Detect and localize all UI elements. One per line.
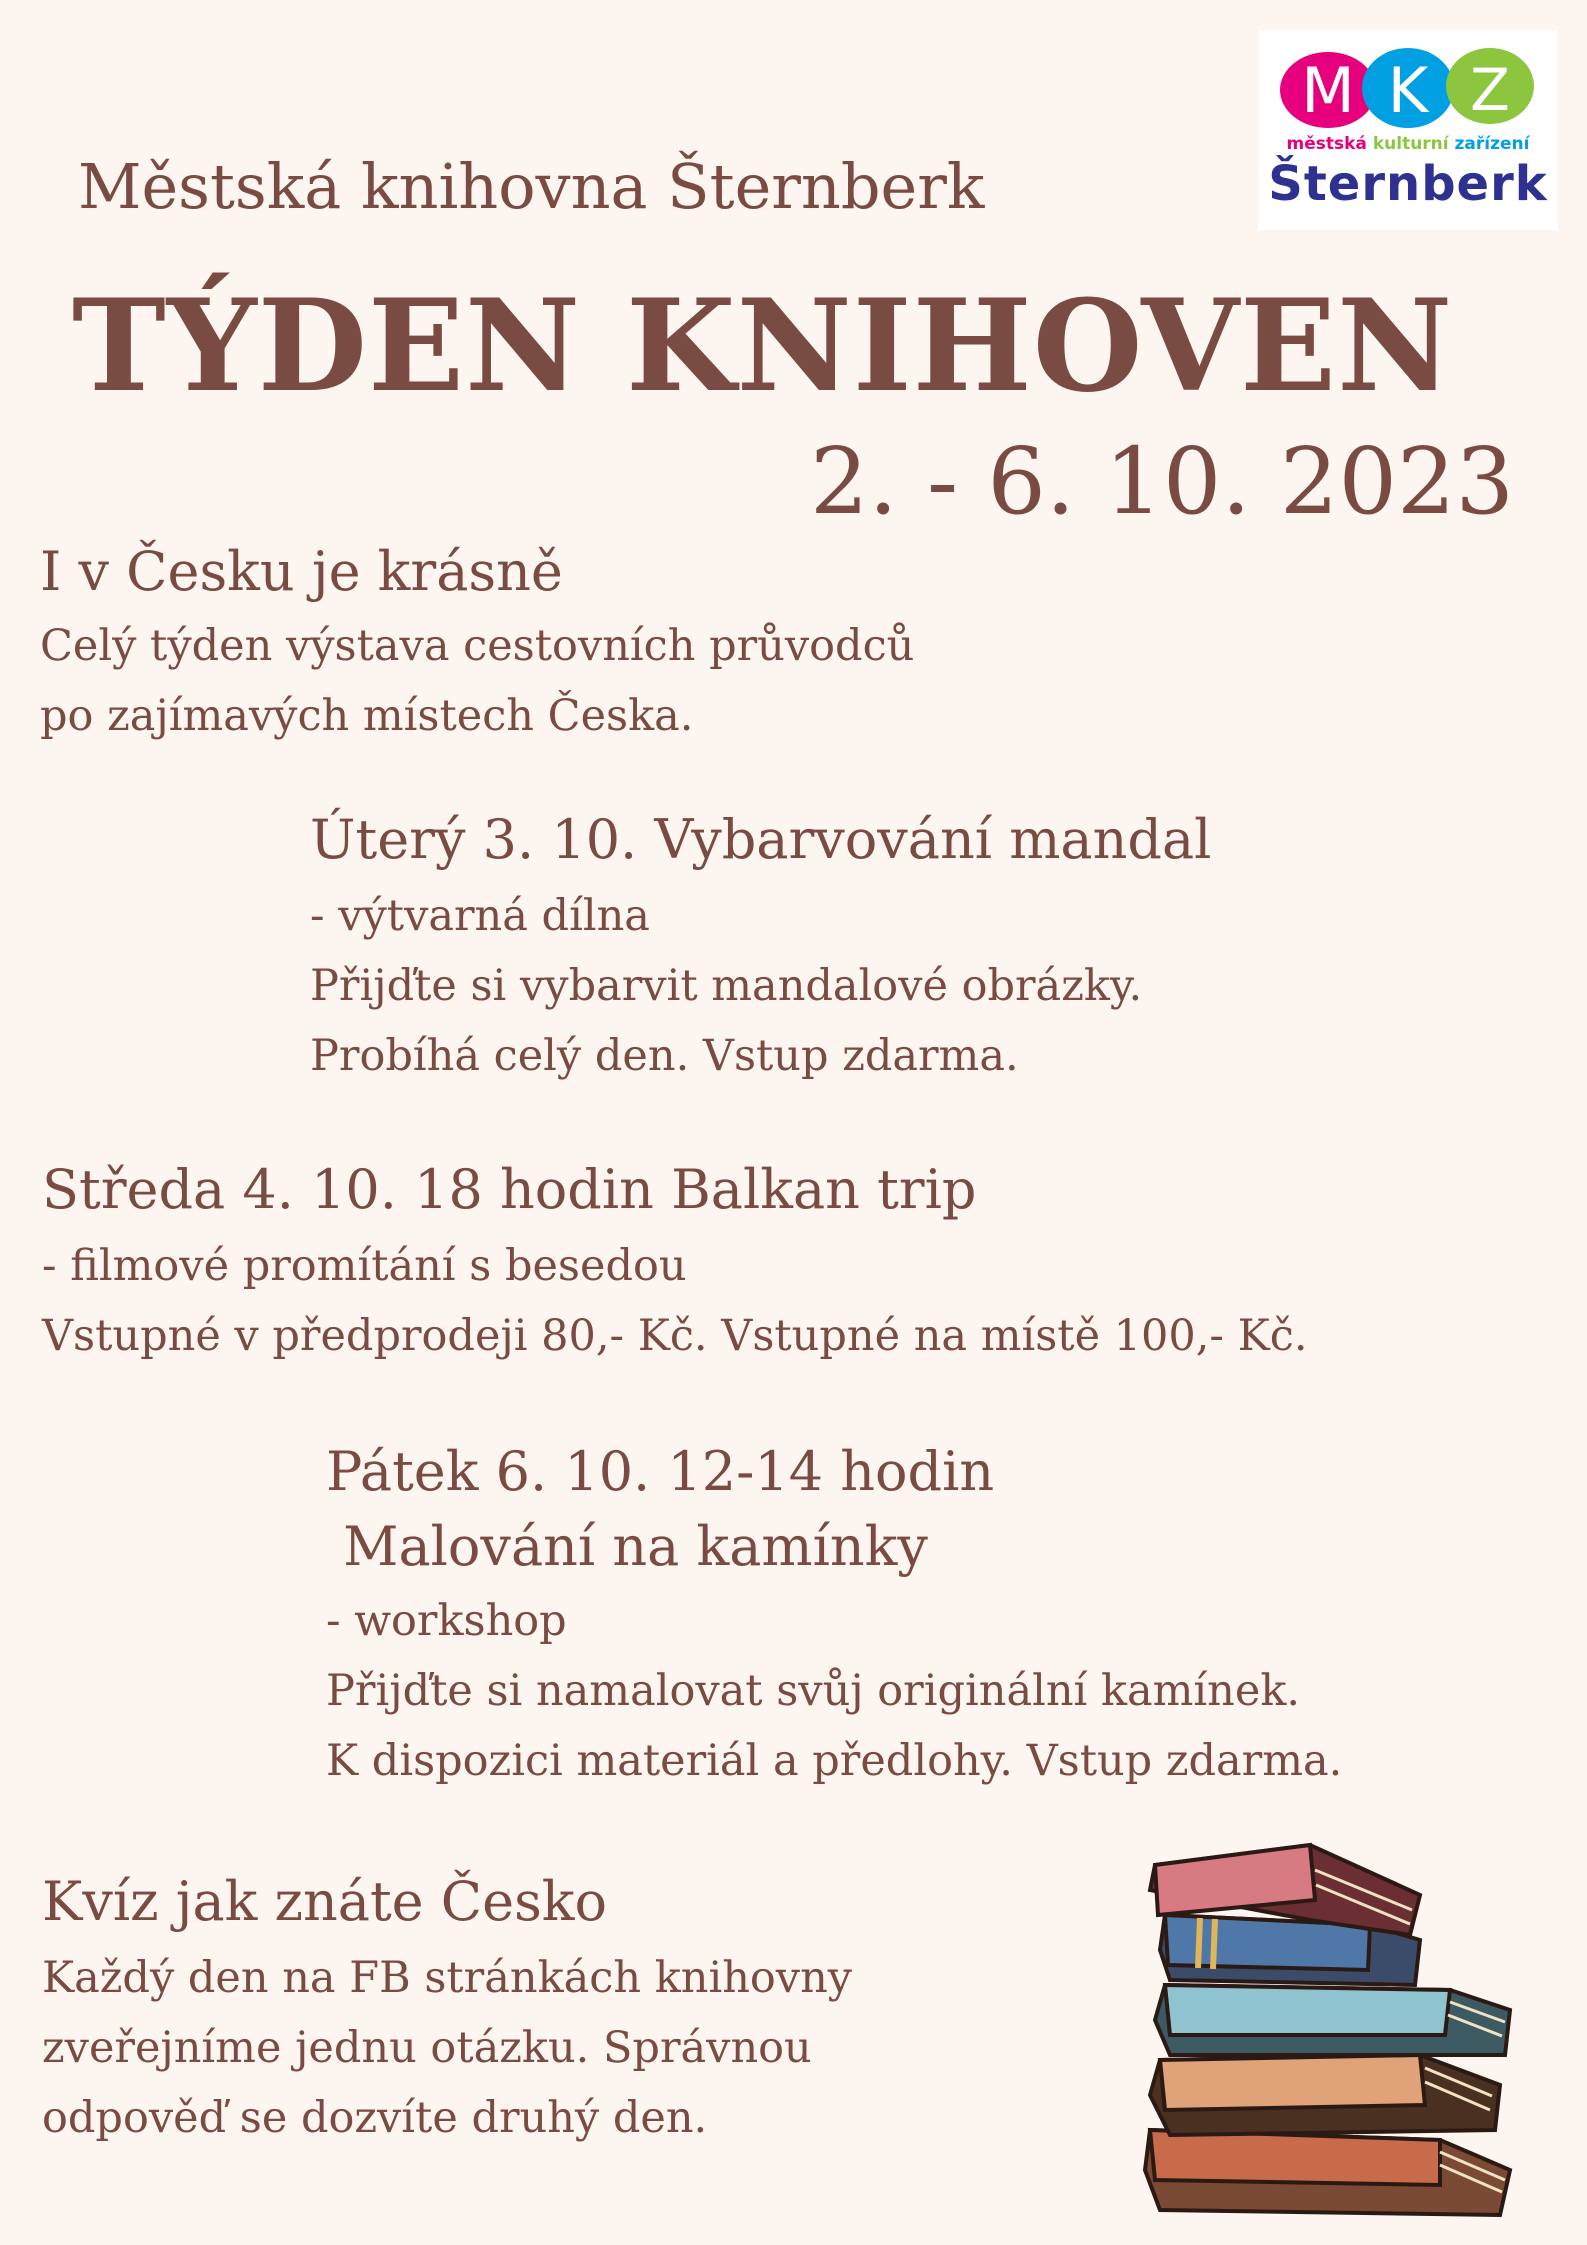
section-czech-line: Celý týden výstava cestovních průvodců xyxy=(40,621,915,671)
book-third xyxy=(1155,1985,1510,2055)
section-quiz-line: zveřejníme jednu otázku. Správnou xyxy=(42,2023,812,2073)
mkz-logo xyxy=(1258,30,1558,230)
section-friday-line: - workshop xyxy=(326,1596,567,1646)
section-wednesday-line: Vstupné v předprodeji 80,- Kč. Vstupné na místě 100,- Kč. xyxy=(42,1311,1308,1361)
event-date-range: 2. - 6. 10. 2023 xyxy=(810,428,1515,535)
logo-letter-m: M xyxy=(1301,54,1355,127)
section-friday-line: Přijďte si namalovat svůj originální kamínek. xyxy=(326,1666,1301,1716)
section-tuesday-line: Přijďte si vybarvit mandalové obrázky. xyxy=(310,961,1143,1011)
section-friday-line: K dispozici materiál a předlohy. Vstup zdarma. xyxy=(326,1736,1343,1786)
logo-subtitle-1: městská xyxy=(1286,134,1367,154)
section-tuesday-heading: Úterý 3. 10. Vybarvování mandal xyxy=(310,808,1212,871)
section-tuesday xyxy=(310,808,1211,1091)
section-czech-line: po zajímavých místech Česka. xyxy=(40,691,694,741)
section-czech xyxy=(40,540,914,751)
section-friday-subheading: Malování na kamínky xyxy=(326,1515,928,1578)
mkz-bubbles-icon xyxy=(1258,30,1558,140)
section-tuesday-line: Probíhá celý den. Vstup zdarma. xyxy=(310,1031,1019,1081)
logo-letter-k: K xyxy=(1387,54,1429,127)
logo-letter-z: Z xyxy=(1470,56,1510,124)
section-friday xyxy=(326,1440,1342,1796)
section-czech-heading: I v Česku je krásně xyxy=(40,540,563,603)
logo-subtitle-3: zařízení xyxy=(1454,134,1530,154)
logo-subtitle-2: kulturní xyxy=(1372,134,1449,154)
library-name: Městská knihovna Šternberk xyxy=(78,150,985,223)
logo-subtitle xyxy=(1258,134,1558,154)
section-tuesday-line: - výtvarná dílna xyxy=(310,891,650,941)
section-quiz-heading: Kvíz jak znáte Česko xyxy=(42,1870,608,1933)
section-quiz xyxy=(42,1870,852,2153)
section-quiz-line: Každý den na FB stránkách knihovny xyxy=(42,1953,853,2003)
book-stack-icon xyxy=(1140,1840,1520,2220)
section-wednesday-heading: Středa 4. 10. 18 hodin Balkan trip xyxy=(42,1158,977,1221)
section-friday-heading: Pátek 6. 10. 12-14 hodin xyxy=(326,1440,995,1503)
section-quiz-line: odpověď se dozvíte druhý den. xyxy=(42,2093,708,2143)
page-title: TÝDEN KNIHOVEN xyxy=(72,272,1454,420)
section-wednesday-line: - filmové promítání s besedou xyxy=(42,1241,687,1291)
section-wednesday xyxy=(42,1158,1308,1371)
logo-city: Šternberk xyxy=(1268,156,1548,212)
book-fourth xyxy=(1150,2055,1500,2135)
book-bottom xyxy=(1145,2130,1510,2215)
